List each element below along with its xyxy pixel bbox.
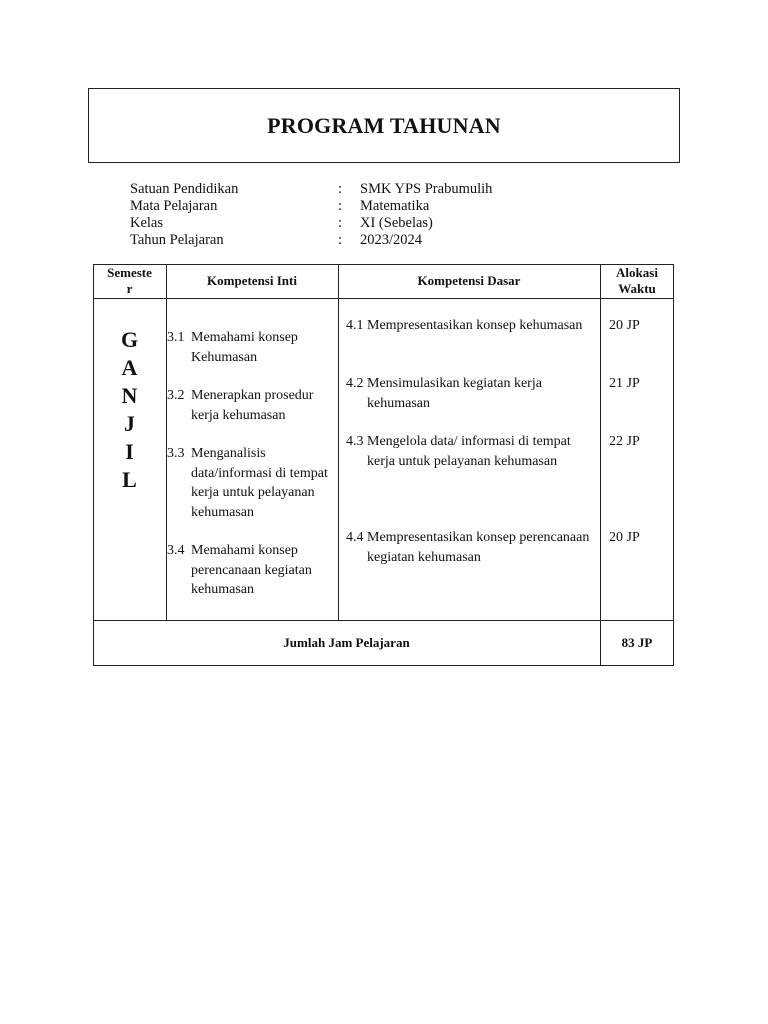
header-ki-label: Kompetensi Inti [207, 273, 297, 288]
semester-letter: J [124, 411, 135, 436]
kd-text: Mensimulasikan kegiatan kerja kehumasan [367, 376, 542, 411]
ki-number: 3.1 [167, 330, 185, 345]
col-divider-1 [166, 264, 167, 620]
kd-text: Mempresentasikan konsep perencanaan kegiatan kehumasan [367, 530, 590, 565]
info-row-class [130, 215, 630, 232]
jp-value: 22 JP [609, 434, 640, 449]
header-semester [93, 264, 166, 298]
semester-letter: I [125, 439, 134, 464]
ki-text: Memahami konsep perencanaan kegiatan kehumasan [191, 543, 312, 597]
header-alokasi [600, 264, 674, 298]
ki-text: Menganalisis data/informasi di tempat kerja untuk pelayanan kehumasan [191, 446, 328, 520]
info-label: Satuan Pendidikan [130, 181, 239, 197]
title-box [88, 88, 680, 163]
program-table [93, 264, 674, 666]
total-label: Jumlah Jam Pelajaran [283, 635, 410, 650]
jp-value: 20 JP [609, 530, 640, 545]
header-ki [166, 264, 338, 298]
info-colon: : [338, 215, 343, 231]
header-kd [338, 264, 600, 298]
ki-number: 3.4 [167, 543, 185, 558]
page-title: PROGRAM TAHUNAN [267, 112, 501, 138]
kd-number: 4.1 [346, 318, 364, 333]
info-label: Tahun Pelajaran [130, 232, 224, 248]
semester-ganjil [93, 326, 166, 494]
info-value: 2023/2024 [360, 232, 423, 248]
header-kd-label: Kompetensi Dasar [417, 273, 521, 288]
header-alokasi-line2: Waktu [618, 281, 656, 296]
header-semester-line1: Semeste [107, 265, 152, 280]
info-label: Kelas [130, 215, 164, 231]
kd-number: 4.2 [346, 376, 364, 391]
info-colon: : [338, 198, 343, 214]
jp-value: 20 JP [609, 318, 640, 333]
ki-number: 3.2 [167, 388, 185, 403]
jp-value: 21 JP [609, 376, 640, 391]
table-border-right [673, 264, 674, 666]
semester-letter: L [122, 467, 137, 492]
info-colon: : [338, 181, 343, 197]
kd-number: 4.3 [346, 434, 364, 449]
header-alokasi-line1: Alokasi [616, 265, 658, 280]
ki-text: Memahami konsep Kehumasan [191, 330, 298, 365]
info-value: SMK YPS Prabumulih [360, 181, 493, 197]
semester-letter: G [120, 327, 139, 352]
info-label: Mata Pelajaran [130, 198, 218, 214]
header-divider [93, 298, 674, 299]
ki-text: Menerapkan prosedur kerja kehumasan [191, 388, 314, 423]
kd-text: Mengelola data/ informasi di tempat kerja untuk pelayanan kehumasan [367, 434, 571, 469]
kd-number: 4.4 [346, 530, 364, 545]
col-divider-2 [338, 264, 339, 620]
kd-text: Mempresentasikan konsep kehumasan [367, 318, 583, 333]
info-row-school [130, 181, 630, 198]
header-semester-line2: r [126, 281, 133, 296]
total-value: 83 JP [621, 635, 653, 650]
info-row-year [130, 232, 630, 249]
info-value: XI (Sebelas) [360, 215, 433, 231]
info-row-subject [130, 198, 630, 215]
semester-letter: A [121, 355, 138, 380]
ki-number: 3.3 [167, 446, 185, 461]
info-block [130, 181, 630, 249]
info-value: Matematika [360, 198, 430, 214]
info-colon: : [338, 232, 343, 248]
semester-letter: N [121, 383, 138, 408]
